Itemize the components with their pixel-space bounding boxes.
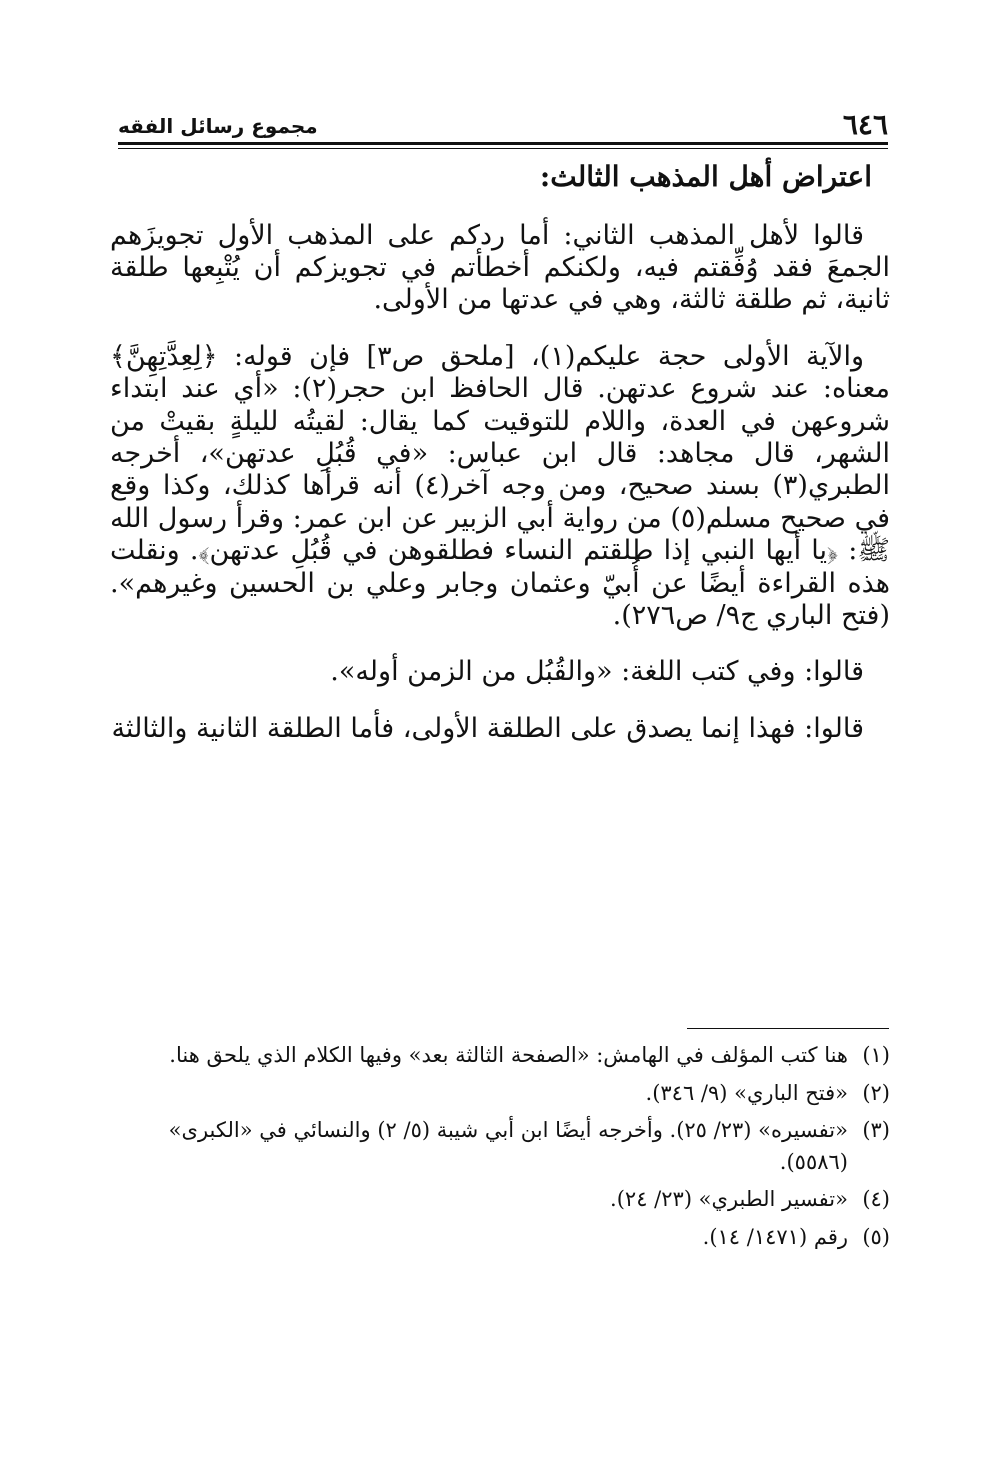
footnote-number: (٣) <box>862 1118 890 1142</box>
main-text <box>110 160 890 769</box>
running-title: مجموع رسائل الفقه <box>118 114 318 138</box>
footnote-text: «تفسيره» (٢٣/ ٢٥). وأخرجه أيضًا ابن أبي شيبة (٥/ ٢) والنسائي في «الكبرى» (٥٥٨٦). <box>168 1118 848 1174</box>
header-rule-thin <box>118 148 888 149</box>
footnote <box>120 1184 890 1216</box>
paragraph: قالوا: وفي كتب اللغة: «والقُبُل من الزمن أوله». <box>330 656 864 688</box>
footnote-number: (٥) <box>862 1224 890 1249</box>
footnote <box>120 1115 890 1178</box>
footnote-number: (٢) <box>862 1080 890 1105</box>
footnote <box>120 1040 890 1072</box>
paragraph: قالوا لأهل المذهب الثاني: أما ردكم على المذهب الأول تجويزَهم الجمعَ فقد وُفِّقتم فيه، ولكنكم أخطأتم في تجويزكم أن يُتْبِعها طلقة ثانية، ثم طلقة ثالثة، وهي في عدتها من الأولى. <box>110 219 890 316</box>
footnote-text: «تفسير الطبري» (٢٣/ ٢٤). <box>610 1187 848 1211</box>
paragraph: والآية الأولى حجة عليكم(١)، [ملحق ص٣] فإن قوله: ﴿لِعِدَّتِهِنَّ﴾ معناه: عند شروع عدتهن. قال الحافظ ابن حجر(٢): «أي عند ابتداء شروعهن في العدة، واللام للتوقيت كما يقال: لقيتُه لليلةٍ بقيتْ من الشهر، قال مجاهد: قال ابن عباس: «في قُبُلِ عدتهن»، أخرجه الطبري(٣) بسند صحيح، ومن وجه آخر(٤) أنه قرأها كذلك، وكذا وقع في صحيح مسلم(٥) من رواية أبي الزبير عن ابن عمر: وقرأ رسول الله ﷺ: ﴿يا أيها النبي إذا طلقتم النساء فطلقوهن في قُبُلِ عدتهن﴾. ونقلت هذه القراءة أيضًا عن أُبيّ وعثمان وجابر وعلي بن الحسين وغيرهم». (فتح الباري ج٩/ ص٢٧٦). <box>110 340 891 631</box>
section-heading: اعتراض أهل المذهب الثالث: <box>539 160 872 193</box>
footnote <box>120 1078 890 1110</box>
page-header <box>118 104 888 144</box>
footnote-text: رقم (١٤٧١/ ١٤). <box>702 1224 848 1249</box>
footnote-text: هنا كتب المؤلف في الهامش: «الصفحة الثالثة بعد» وفيها الكلام الذي يلحق هنا. <box>169 1043 848 1067</box>
header-rule-thick <box>118 142 888 145</box>
footnote-separator <box>687 1028 889 1029</box>
page-number: ٦٤٦ <box>842 108 888 141</box>
footnote-text: «فتح الباري» (٩/ ٣٤٦). <box>645 1080 848 1105</box>
paragraph: قالوا: فهذا إنما يصدق على الطلقة الأولى، فأما الطلقة الثانية والثالثة <box>111 712 864 744</box>
footnote-number: (٤) <box>862 1187 890 1211</box>
footnotes <box>120 1040 890 1259</box>
footnote <box>120 1222 890 1254</box>
footnote-number: (١) <box>862 1043 890 1067</box>
